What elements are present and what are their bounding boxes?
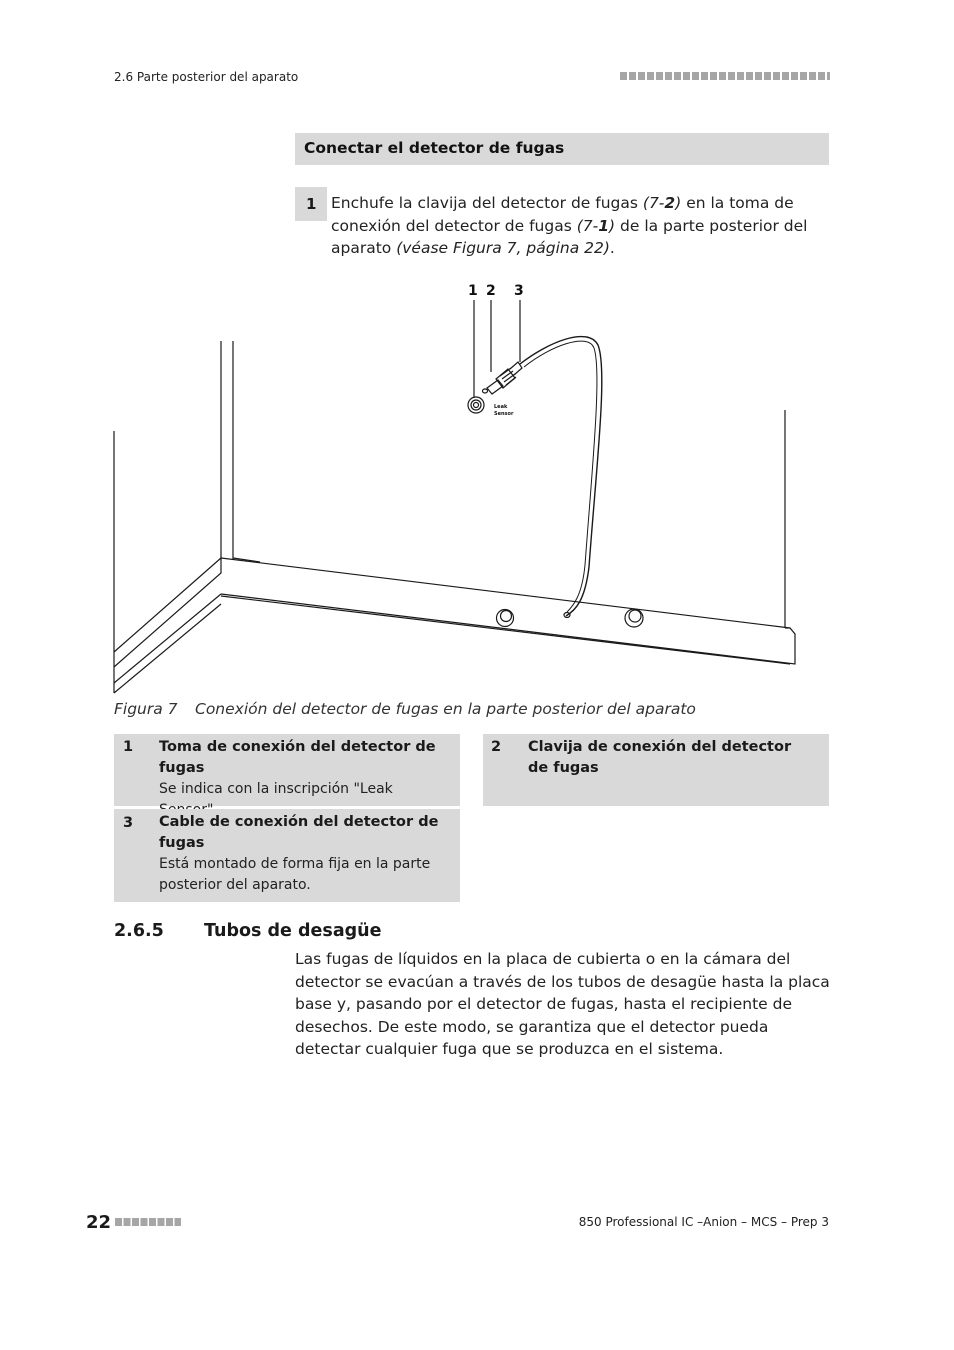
legend-item [114,809,460,902]
legend-description: Está montado de forma fija en la parte posterior del aparato. [159,856,431,893]
legend-title: Clavija de conexión del detector de fugas [528,739,792,776]
step-number: 1 [306,195,317,213]
see-also-link[interactable]: (véase Figura 7, página 22) [396,239,610,258]
footer-decoration [115,1218,181,1226]
figure-caption-text: Conexión del detector de fugas en la parte posterior del aparato [195,700,696,718]
legend-number: 1 [123,739,134,755]
figure-caption [114,700,696,718]
callout-1: 1 [468,283,478,299]
figure-label: Figura 7 [114,700,178,718]
callout-3: 3 [514,283,524,299]
step-text-part: en la toma de conexión del detector de fugas [331,194,794,235]
figure-ref-plug[interactable]: (7-2) [642,194,682,212]
header-decoration [620,72,830,80]
leak-sensor-socket [468,397,484,413]
legend-title: Cable de conexión del detector de fugas [159,814,439,851]
step-text-part: Enchufe la clavija del detector de fugas [331,194,643,212]
leak-detector-figure [110,276,810,701]
rear-knob-left [497,610,514,627]
legend-item [114,734,460,806]
subsection-number: 2.6.5 [114,921,164,941]
leak-sensor-plug [483,362,523,394]
figure-ref-socket[interactable]: (7-1) [576,216,616,235]
legend-number: 2 [491,739,502,755]
port-label-sensor: Sensor [494,411,514,417]
legend-description: Se indica con la inscripción "Leak [159,781,393,797]
step-text-part: de la parte posterior del aparato [331,216,808,258]
instrument-back-panel [114,341,795,693]
running-header: 2.6 Parte posterior del aparato [114,70,299,84]
callout-2: 2 [486,283,496,299]
step-instruction: Enchufe la clavija del detector de fugas (7-2) en la toma de conexión del detector de fugas (7-1) de la parte posterior del aparato (véase Figura 7, página 22). [331,194,808,258]
subsection-title: Tubos de desagüe [204,921,382,941]
port-label-leak: Leak [494,404,508,410]
procedure-title: Conectar el detector de fugas [304,139,565,157]
subsection-body: Las fugas de líquidos en la placa de cubierta o en la cámara del detector se evacúan a través de los tubos de desagüe hasta la placa base y, pasando por el detector de fugas, hasta el recipiente de desechos. De este modo, se garantiza que el detector pueda detectar cualquier fuga que se produzca en el sistema. [295,950,830,1059]
leak-sensor-cable [520,337,602,616]
legend-number: 3 [123,815,134,831]
rear-knob-right [625,609,643,627]
legend-item [483,734,829,806]
legend-title: Toma de conexión del detector de fugas [159,739,436,776]
product-name: 850 Professional IC –Anion – MCS – Prep 3 [578,1215,829,1229]
page-number: 22 [86,1212,112,1233]
